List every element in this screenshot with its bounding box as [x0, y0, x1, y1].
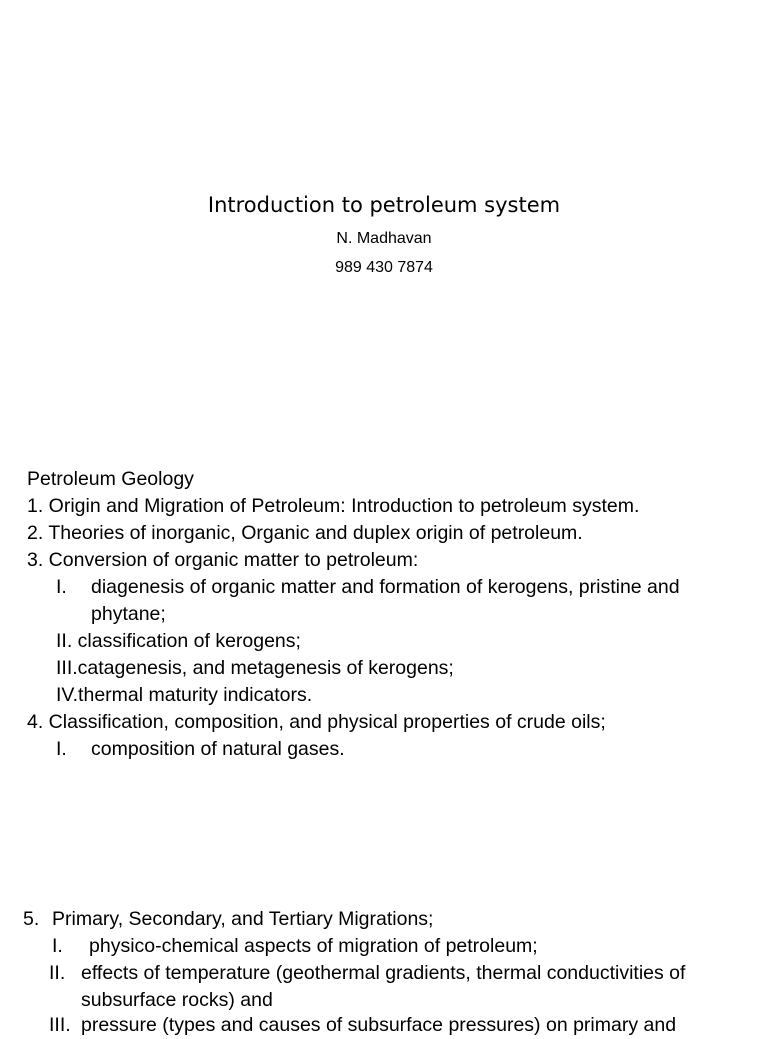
sub-item-3-i-line-1: diagenesis of organic matter and formation of kerogens, pristine and [91, 576, 680, 598]
sub-item-3-i-line-2: phytane; [91, 603, 166, 625]
sub-item-5-i-text: physico-chemical aspects of migration of petroleum; [89, 935, 538, 957]
section-heading: Petroleum Geology [27, 468, 194, 490]
list-item-5-text: Primary, Secondary, and Tertiary Migrations; [52, 908, 434, 930]
list-item-3: 3. Conversion of organic matter to petroleum: [27, 549, 419, 571]
sub-item-4-i-text: composition of natural gases. [91, 738, 345, 760]
sub-item-5-ii-number: II. [49, 962, 66, 984]
list-item-4: 4. Classification, composition, and physical properties of crude oils; [27, 711, 606, 733]
sub-item-4-i-number: I. [56, 738, 67, 760]
sub-item-5-iii-text: pressure (types and causes of subsurface pressures) on primary and [81, 1014, 677, 1036]
author-name: N. Madhavan [336, 230, 432, 247]
list-item-5-number: 5. [23, 908, 40, 930]
sub-item-5-ii-line-2: subsurface rocks) and [81, 989, 273, 1011]
sub-item-3-i-number: I. [56, 576, 67, 598]
sub-item-5-i-number: I. [52, 935, 63, 957]
page-title: Introduction to petroleum system [207, 193, 561, 217]
sub-item-3-ii: II. classification of kerogens; [56, 630, 301, 652]
sub-item-5-ii-line-1: effects of temperature (geothermal gradients, thermal conductivities of [81, 962, 686, 984]
sub-item-3-iv: IV.thermal maturity indicators. [56, 684, 313, 706]
list-item-1: 1. Origin and Migration of Petroleum: Introduction to petroleum system. [27, 495, 640, 517]
sub-item-3-iii: III.catagenesis, and metagenesis of kerogens; [56, 657, 454, 679]
list-item-2: 2. Theories of inorganic, Organic and duplex origin of petroleum. [27, 522, 583, 544]
author-phone: 989 430 7874 [335, 259, 433, 276]
sub-item-5-iii-number: III. [49, 1014, 71, 1036]
